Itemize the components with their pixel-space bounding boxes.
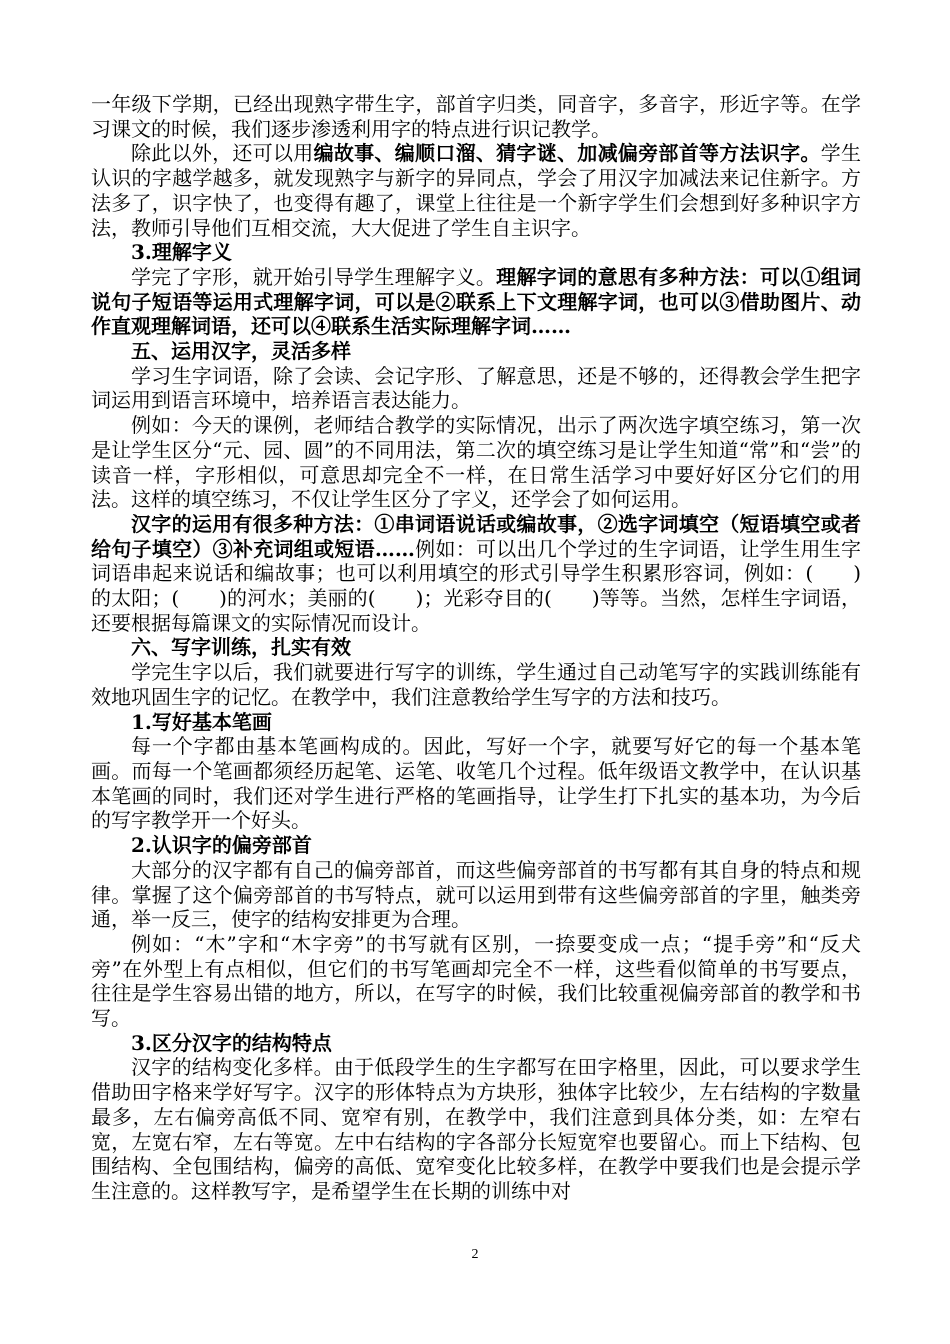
bold-phrase: 汉字的运用有很多种方法：①串词语说话或编故事，②选字词填空（短语填空或者给句子填空）③补充词组或短语…… (91, 511, 861, 561)
document-body (91, 92, 861, 1204)
section-heading: 3.理解字义 (131, 240, 232, 265)
paragraph: 学完生字以后，我们就要进行写字的训练，学生通过自己动笔写字的实践训练能有效地巩固生字的记忆。在教学中，我们注意教给学生写字的方法和技巧。 (91, 660, 861, 709)
paragraph: 例如：“木”字和“木字旁”的书写就有区别，一捺要变成一点；“提手旁”和“反犬旁”在外型上有点相似，但它们的书写笔画却完全不一样，这些看似简单的书写要点，往往是学生容易出错的地方，所以，在写字的时候，我们比较重视偏旁部首的教学和书写。 (91, 931, 861, 1031)
paragraph: 学完了字形，就开始引导学生理解字义。理解字词的意思有多种方法：可以①组词说句子短语等运用式理解字词，可以是②联系上下文理解字词，也可以③借助图片、动作直观理解词语，还可以④联系生活实际理解字词…… (91, 264, 862, 339)
paragraph: 大部分的汉字都有自己的偏旁部首，而这些偏旁部首的书写都有其自身的特点和规律。掌握了这个偏旁部首的书写特点，就可以运用到带有这些偏旁部首的字里，触类旁通，举一反三，使字的结构安排更为合理。 (91, 857, 861, 932)
paragraph: 学习生字词语，除了会读、会记字形、了解意思，还是不够的，还得教会学生把字词运用到语言环境中，培养语言表达能力。 (91, 363, 861, 413)
paragraph: 除此以外，还可以用编故事、编顺口溜、猜字谜、加减偏旁部首等方法识字。学生认识的字越学越多，就发现熟字与新字的异同点，学会了用汉字加减法来记住新字。方法多了，识字快了，也变得有趣了，课堂上往往是一个新字学生们会想到好多种识字方法，教师引导他们互相交流，大大促进了学生自主识字。 (91, 141, 862, 240)
bold-phrase: 理解字词的意思有多种方法：可以①组词说句子短语等运用式理解字词，可以是②联系上下文理解字词，也可以③借助图片、动作直观理解词语，还可以④联系生活实际理解字词…… (91, 264, 862, 339)
bold-phrase: 编故事、编顺口溜、猜字谜、加减偏旁部首等方法识字。 (313, 141, 821, 166)
subsection-heading: 1.写好基本笔画 (131, 709, 272, 734)
paragraph: 汉字的结构变化多样。由于低段学生的生字都写在田字格里，因此，可以要求学生借助田字格来学好写字。汉字的形体特点为方块形，独体字比较少，左右结构的字数量最多，左右偏旁高低不同、宽窄有别，在教学中，我们注意到具体分类，如：左窄右宽，左宽右窄，左右等宽。左中右结构的字各部分长短宽窄也要留心。而上下结构、包围结构、全包围结构，偏旁的高低、宽窄变化比较多样，在教学中要我们也是会提示学生注意的。这样教写字，是希望学生在长期的训练中对 (91, 1055, 861, 1203)
section-heading: 六、写字训练，扎实有效 (131, 635, 351, 660)
page-number: 2 (471, 1247, 479, 1262)
paragraph: 每一个字都由基本笔画构成的。因此，写好一个字，就要写好它的每一个基本笔画。而每一个笔画都须经历起笔、运笔、收笔几个过程。低年级语文教学中，在认识基本笔画的同时，我们还对学生进行严格的笔画指导，让学生打下扎实的基本功，为今后的写字教学开一个好头。 (91, 734, 861, 833)
section-heading: 五、运用汉字，灵活多样 (131, 339, 351, 364)
paragraph: 例如：今天的课例，老师结合教学的实际情况，出示了两次选字填空练习，第一次是让学生区分“元、园、圆”的不同用法，第二次的填空练习是让学生知道“常”和“尝”的读音一样，字形相似，可意思却完全不一样，在日常生活学习中要好好区分它们的用法。这样的填空练习，不仅让学生区分了字义，还学会了如何运用。 (91, 413, 861, 512)
subsection-heading: 2.认识字的偏旁部首 (131, 833, 312, 858)
subsection-heading: 3.区分汉字的结构特点 (131, 1030, 332, 1055)
paragraph: 一年级下学期，已经出现熟字带生字，部首字归类，同音字，多音字，形近字等。在学习课文的时候，我们逐步渗透利用字的特点进行识记教学。 (91, 92, 861, 141)
paragraph: 汉字的运用有很多种方法：①串词语说话或编故事，②选字词填空（短语填空或者给句子填空）③补充词组或短语……例如：可以出几个学过的生字词语，让学生用生字词语串起来说话和编故事；也可以利用填空的形式引导学生积累形容词，例如：( )的太阳；( )的河水；美丽的( )；光彩夺目的( )等等。当然，怎样生字词语，还要根据每篇课文的实际情况而设计。 (91, 511, 862, 635)
